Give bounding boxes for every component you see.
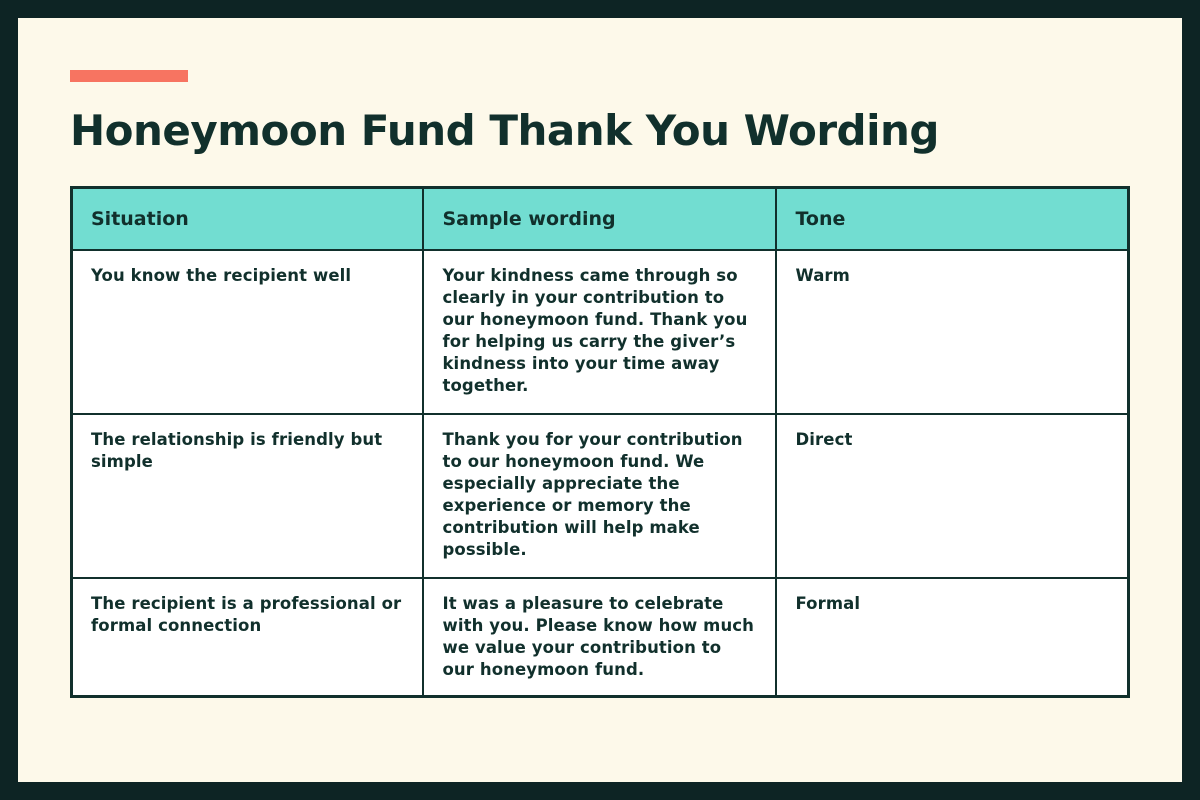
- situation-cell: You know the recipient well: [72, 250, 424, 414]
- content-card: [18, 18, 1182, 782]
- page-title: Honeymoon Fund Thank You Wording: [70, 106, 939, 155]
- column-header-situation: Situation: [72, 188, 424, 250]
- wording-cell: It was a pleasure to celebrate with you. Please know how much we value your contribution to our honeymoon fund.: [423, 578, 776, 697]
- table-row: [72, 578, 1129, 697]
- tone-cell: Direct: [776, 414, 1128, 578]
- table-row: [72, 414, 1129, 578]
- situation-cell: The recipient is a professional or formal connection: [72, 578, 424, 697]
- wording-table: [70, 186, 1130, 698]
- column-header-tone: Tone: [776, 188, 1128, 250]
- table-row: [72, 250, 1129, 414]
- table-header-row: [72, 188, 1129, 250]
- wording-cell: Thank you for your contribution to our honeymoon fund. We especially appreciate the experience or memory the contribution will help make possible.: [423, 414, 776, 578]
- wording-cell: Your kindness came through so clearly in your contribution to our honeymoon fund. Thank you for helping us carry the giver’s kindness into your time away together.: [423, 250, 776, 414]
- situation-cell: The relationship is friendly but simple: [72, 414, 424, 578]
- column-header-sample-wording: Sample wording: [423, 188, 776, 250]
- accent-bar: [70, 70, 188, 82]
- tone-cell: Warm: [776, 250, 1128, 414]
- tone-cell: Formal: [776, 578, 1128, 697]
